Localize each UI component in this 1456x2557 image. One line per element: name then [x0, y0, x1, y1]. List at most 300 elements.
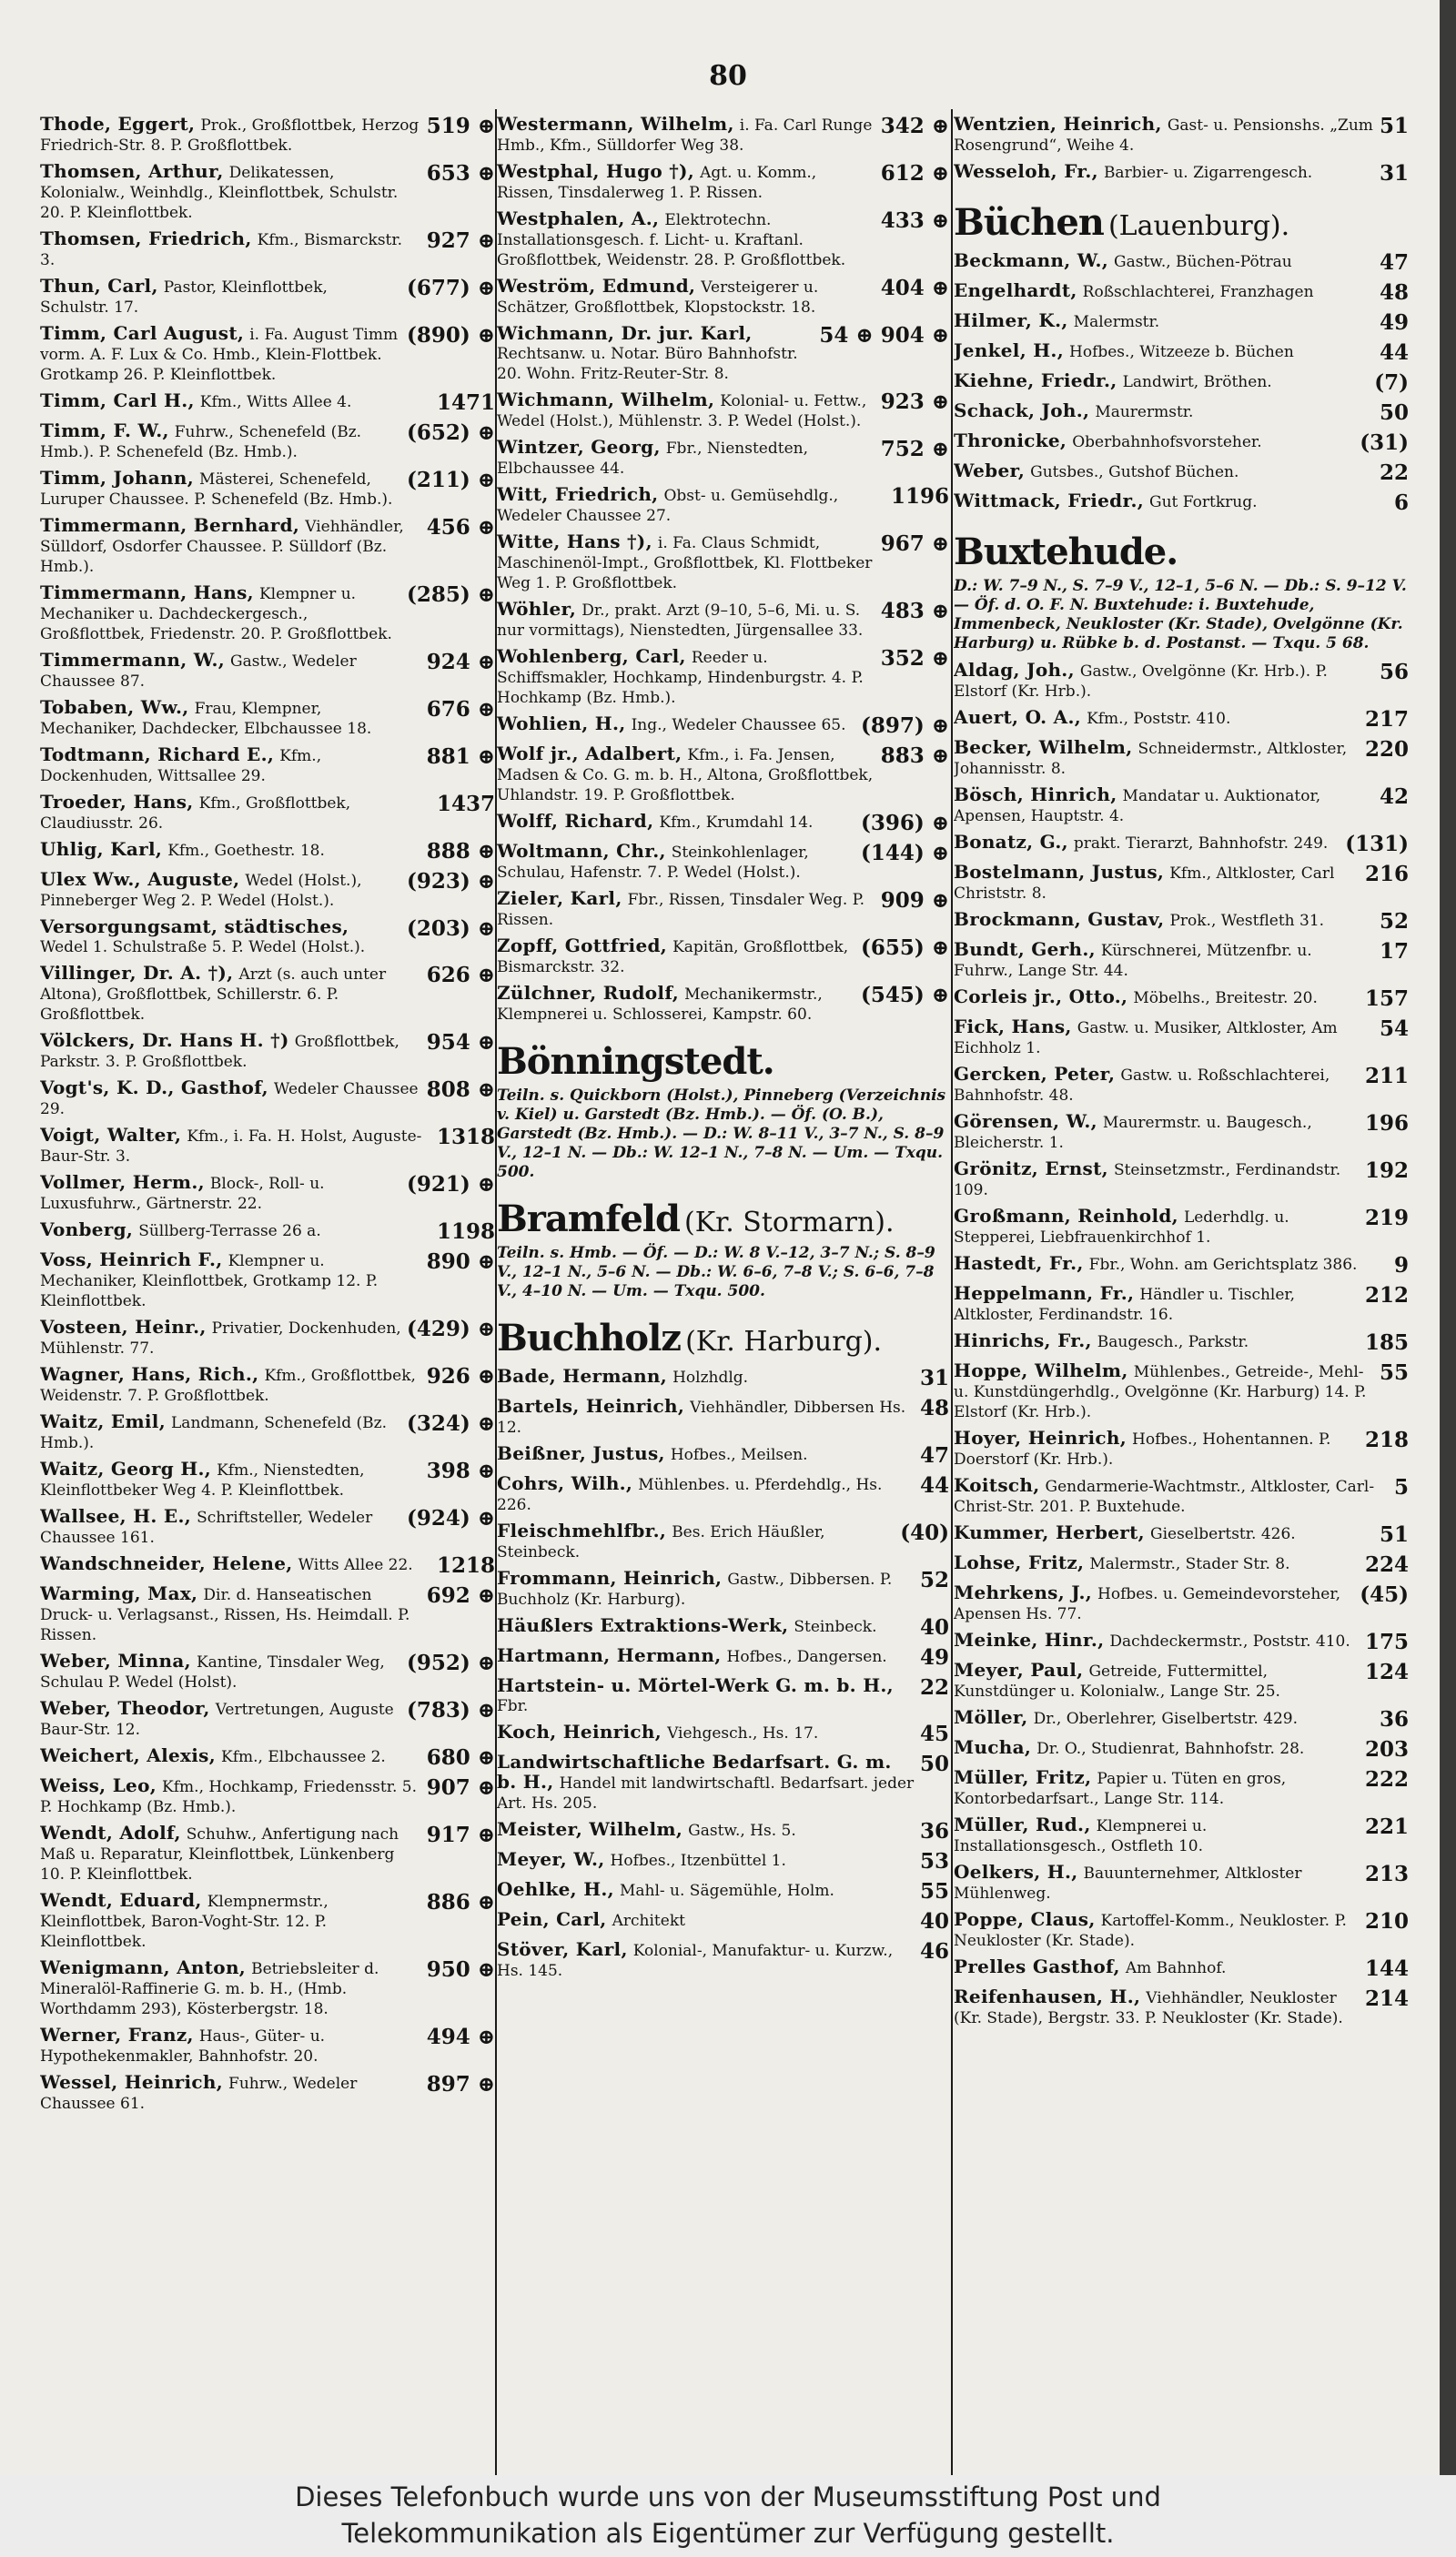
- directory-entry: [497, 209, 949, 270]
- phone-number: 433 ⊕: [880, 208, 949, 233]
- phone-number: 219: [1364, 1206, 1409, 1230]
- subscriber-name: Werner, Franz,: [40, 2024, 194, 2046]
- phone-number: (211) ⊕: [406, 468, 495, 492]
- directory-entry: [497, 1569, 949, 1610]
- phone-number: 1471: [436, 390, 495, 415]
- directory-entry: [497, 1940, 949, 1981]
- subscriber-name: Hartmann, Hermann,: [497, 1644, 722, 1666]
- directory-entry: [954, 1112, 1409, 1153]
- subscriber-name: Versorgungsamt, städtisches,: [40, 915, 349, 937]
- phone-number: 44: [919, 1473, 949, 1498]
- directory-entry: [497, 1910, 949, 1934]
- directory-entry: [40, 1078, 495, 1119]
- subscriber-name: Stöver, Karl,: [497, 1938, 628, 1960]
- subscriber-name: Beckmann, W.,: [954, 249, 1108, 271]
- directory-entry: [40, 1584, 495, 1645]
- subscriber-details: Rechtsanw. u. Notar. Büro Bahnhofstr. 20. Wohn. Fritz-Reuter-Str. 8.: [497, 345, 798, 383]
- subscriber-name: Hartstein- u. Mörtel-Werk G. m. b. H.,: [497, 1674, 894, 1696]
- subscriber-details: Maurermstr.: [1095, 403, 1194, 421]
- subscriber-name: Meyer, W.,: [497, 1848, 605, 1870]
- footer-notice: [0, 2475, 1456, 2557]
- town-district: (Lauenburg).: [1107, 210, 1290, 242]
- subscriber-details: Gutsbes., Gutshof Büchen.: [1030, 463, 1239, 481]
- subscriber-name: Meister, Wilhelm,: [497, 1818, 683, 1840]
- directory-entry: [954, 1476, 1409, 1517]
- subscriber-name: Thronicke,: [954, 430, 1067, 451]
- phone-number: 886 ⊕: [426, 1890, 495, 1915]
- subscriber-details: Kfm., i. Fa. Jensen, Madsen & Co. G. m. b. H., Altona, Großflottbek, Uhlandstr. 19. P. Großflottbek.: [497, 746, 874, 804]
- subscriber-name: Wichmann, Dr. jur. Karl,: [497, 322, 753, 344]
- footer-line-2: Telekommunikation als Eigentümer zur Verfügung gestellt.: [341, 2518, 1115, 2549]
- subscriber-name: Weichert, Alexis,: [40, 1744, 216, 1766]
- subscriber-name: Woltmann, Chr.,: [497, 840, 666, 862]
- subscriber-name: Frommann, Heinrich,: [497, 1567, 723, 1589]
- subscriber-details: Barbier- u. Zigarrengesch.: [1103, 164, 1313, 182]
- subscriber-details: Hofbes., Itzenbüttel 1.: [610, 1852, 786, 1870]
- subscriber-details: Gastw., Ovelgönne (Kr. Hrb.). P. Elstorf (Kr. Hrb.).: [954, 662, 1328, 701]
- subscriber-name: Ulex Ww., Auguste,: [40, 868, 240, 890]
- directory-entry: [40, 1824, 495, 1885]
- phone-number: 909 ⊕: [880, 888, 949, 913]
- phone-number: (324) ⊕: [406, 1411, 495, 1436]
- town-heading: [954, 201, 1409, 244]
- subscriber-name: Meinke, Hinr.,: [954, 1629, 1105, 1651]
- phone-number: 175: [1364, 1630, 1409, 1654]
- subscriber-name: Lohse, Fritz,: [954, 1551, 1085, 1573]
- phone-number: (545) ⊕: [860, 983, 949, 1007]
- subscriber-name: Brockmann, Gustav,: [954, 908, 1165, 930]
- phone-number: 692 ⊕: [426, 1583, 495, 1608]
- subscriber-details: Kolonial-, Manufaktur- u. Kurzw., Hs. 145.: [497, 1942, 894, 1980]
- subscriber-name: Prelles Gasthof,: [954, 1956, 1120, 1977]
- subscriber-details: Kfm., Großflottbek, Weidenstr. 7. P. Großflottbek.: [40, 1367, 416, 1405]
- subscriber-details: Dr., prakt. Arzt (9–10, 5–6, Mi. u. S. nur vormittags), Nienstedten, Jürgensallee 33.: [497, 601, 864, 640]
- subscriber-details: Schuhw., Anfertigung nach Maß u. Reparatur, Kleinflottbek, Lünkenberg 10. P. Kleinflottbek.: [40, 1825, 399, 1884]
- phone-number: (677) ⊕: [406, 276, 495, 300]
- subscriber-name: Müller, Rud.,: [954, 1814, 1091, 1835]
- directory-entry: [40, 1365, 495, 1406]
- phone-number: 9: [1393, 1253, 1409, 1278]
- subscriber-name: Bade, Hermann,: [497, 1365, 668, 1387]
- subscriber-name: Voss, Heinrich F.,: [40, 1248, 223, 1270]
- phone-number: (952) ⊕: [406, 1651, 495, 1675]
- directory-entry: [497, 1676, 949, 1716]
- subscriber-details: Kfm., Poststr. 410.: [1087, 710, 1231, 728]
- subscriber-details: Kfm., Großflottbek, Claudiusstr. 26.: [40, 794, 351, 833]
- directory-entry: [954, 863, 1409, 904]
- phone-number: (890) ⊕: [406, 323, 495, 348]
- subscriber-details: Fbr., Rissen, Tinsdaler Weg. P. Rissen.: [497, 891, 865, 929]
- directory-column-1: [40, 115, 495, 2471]
- directory-entry: [954, 1957, 1409, 1981]
- subscriber-details: Kfm., i. Fa. H. Holst, Auguste-Baur-Str. 3.: [40, 1127, 422, 1166]
- town-name: Buchholz: [497, 1317, 681, 1359]
- directory-entry: [40, 583, 495, 644]
- directory-entry: [954, 1284, 1409, 1325]
- phone-number: 917 ⊕: [426, 1823, 495, 1847]
- directory-entry: [497, 984, 949, 1025]
- subscriber-details: Kfm., Bismarckstr. 3.: [40, 231, 403, 269]
- directory-entry: [40, 917, 495, 957]
- directory-entry: [40, 1318, 495, 1359]
- phone-number: 52: [919, 1568, 949, 1592]
- subscriber-name: Wittmack, Friedr.,: [954, 490, 1144, 511]
- subscriber-details: Mandatar u. Auktionator, Apensen, Hauptstr. 4.: [954, 787, 1321, 825]
- directory-entry: [954, 1768, 1409, 1809]
- phone-number: (655) ⊕: [860, 935, 949, 960]
- subscriber-name: Mucha,: [954, 1736, 1032, 1758]
- directory-entry: [954, 341, 1409, 365]
- subscriber-details: Steinkohlenlager, Schulau, Hafenstr. 7. P. Wedel (Holst.).: [497, 844, 809, 882]
- subscriber-details: Papier u. Tüten en gros, Kontorbedarfsart., Lange Str. 114.: [954, 1770, 1287, 1808]
- phone-number: 224: [1364, 1552, 1409, 1577]
- directory-entry: [40, 2073, 495, 2114]
- town-name: Bönningstedt.: [497, 1040, 774, 1083]
- directory-entry: [954, 1553, 1409, 1577]
- town-service-info: D.: W. 7–9 N., S. 7–9 V., 12–1, 5–6 N. — Db.: S. 9–12 V. — Öf. d. O. F. N. Buxtehude: i. Buxtehude, Immenbeck, Neukloster (Kr. Stade), Ovelgönne (Kr. Harburg) u. Rübke b. d. Postanst. — Txqu. 5 68.: [954, 577, 1407, 652]
- directory-entry: [497, 324, 949, 384]
- directory-entry: [497, 1444, 949, 1468]
- town-service-info: Teiln. s. Hmb. — Öf. — D.: W. 8 V.–12, 3–7 N.; S. 8–9 V., 12–1 N., 5–6 N. — Db.: W. 6–6, 7–8 V.; S. 6–6, 7–8 V., 4–10 N. — Um. — Txqu. 500.: [497, 1244, 935, 1300]
- phone-number: 494 ⊕: [426, 2025, 495, 2049]
- phone-number: 212: [1364, 1283, 1409, 1308]
- phone-number: 46: [919, 1939, 949, 1964]
- phone-number: 907 ⊕: [426, 1775, 495, 1800]
- phone-number: 40: [919, 1909, 949, 1934]
- subscriber-name: Westermann, Wilhelm,: [497, 115, 734, 135]
- directory-entry: [954, 1631, 1409, 1654]
- subscriber-name: Beißner, Justus,: [497, 1442, 665, 1464]
- subscriber-name: Timmermann, Hans,: [40, 581, 254, 603]
- directory-entry: [497, 1646, 949, 1670]
- subscriber-details: Kantine, Tinsdaler Weg, Schulau P. Wedel (Holst).: [40, 1653, 385, 1692]
- subscriber-details: Mühlenbes. u. Pferdehdlg., Hs. 226.: [497, 1476, 883, 1514]
- phone-number: 924 ⊕: [426, 650, 495, 674]
- subscriber-details: Kürschnerei, Mützenfbr. u. Fuhrw., Lange Str. 44.: [954, 942, 1312, 980]
- subscriber-details: Wedel 1. Schulstraße 5. P. Wedel (Holst.).: [40, 938, 366, 956]
- directory-entry: [40, 698, 495, 739]
- directory-entry: [40, 1460, 495, 1501]
- phone-number: 680 ⊕: [426, 1745, 495, 1770]
- phone-number: 1318: [436, 1125, 495, 1149]
- directory-entry: [40, 1507, 495, 1548]
- directory-entry: [40, 870, 495, 911]
- subscriber-details: i. Fa. August Timm vorm. A. F. Lux & Co. Hmb., Klein-Flottbek. Grotkamp 26. P. Kleinflottbek.: [40, 326, 399, 384]
- directory-entry: [40, 1746, 495, 1770]
- directory-entry: [497, 714, 949, 738]
- subscriber-name: Weström, Edmund,: [497, 275, 696, 297]
- subscriber-details: Großflottbek, Parkstr. 3. P. Großflottbek.: [40, 1033, 399, 1071]
- phone-number: 342 ⊕: [880, 115, 949, 138]
- directory-entry: [954, 491, 1409, 515]
- subscriber-details: Kolonial- u. Fettw., Wedel (Holst.), Mühlenstr. 3. P. Wedel (Holst.).: [497, 392, 867, 430]
- directory-entry: [497, 485, 949, 526]
- phone-number: 50: [919, 1752, 949, 1776]
- subscriber-name: Kiehne, Friedr.,: [954, 369, 1117, 391]
- subscriber-details: Dr. O., Studienrat, Bahnhofstr. 28.: [1036, 1740, 1305, 1758]
- phone-number: (921) ⊕: [406, 1172, 495, 1197]
- directory-entry: [40, 1220, 495, 1244]
- subscriber-name: Thode, Eggert,: [40, 115, 196, 135]
- subscriber-details: Haus-, Güter- u. Hypothekenmakler, Bahnhofstr. 20.: [40, 2027, 326, 2066]
- phone-number: 36: [919, 1819, 949, 1844]
- subscriber-name: Warming, Max,: [40, 1582, 198, 1604]
- subscriber-name: Timmermann, W.,: [40, 649, 225, 671]
- directory-entry: [954, 401, 1409, 425]
- subscriber-name: Weber, Theodor,: [40, 1697, 210, 1719]
- directory-entry: [40, 1958, 495, 2019]
- subscriber-details: Gastw., Dibbersen. P. Buchholz (Kr. Harburg).: [497, 1571, 893, 1609]
- subscriber-name: Meyer, Paul,: [954, 1659, 1084, 1681]
- directory-entry: [954, 1987, 1409, 2028]
- phone-number: 40: [919, 1615, 949, 1640]
- phone-number: 53: [919, 1849, 949, 1874]
- directory-entry: [497, 1616, 949, 1640]
- directory-column-2: [497, 115, 949, 2471]
- subscriber-name: Uhlig, Karl,: [40, 838, 163, 860]
- directory-entry: [40, 1652, 495, 1693]
- directory-entry: [497, 1820, 949, 1844]
- subscriber-details: Süllberg-Terrasse 26 a.: [138, 1222, 321, 1240]
- phone-number: 203: [1364, 1737, 1409, 1762]
- phone-number: 55: [1379, 1360, 1409, 1385]
- subscriber-details: Fuhrw., Schenefeld (Bz. Hmb.). P. Schenefeld (Bz. Hmb.).: [40, 423, 362, 461]
- subscriber-name: Großmann, Reinhold,: [954, 1205, 1178, 1227]
- subscriber-details: Bauunternehmer, Altkloster Mühlenweg.: [954, 1865, 1302, 1903]
- town-heading: [497, 1198, 949, 1301]
- subscriber-details: Mahl- u. Sägemühle, Holm.: [619, 1882, 834, 1900]
- subscriber-name: Thun, Carl,: [40, 275, 158, 297]
- subscriber-name: Aldag, Joh.,: [954, 659, 1075, 681]
- subscriber-details: Kapitän, Großflottbek, Bismarckstr. 32.: [497, 938, 849, 976]
- phone-number: 47: [919, 1443, 949, 1468]
- subscriber-name: Wentzien, Heinrich,: [954, 115, 1162, 135]
- directory-entry: [497, 1753, 949, 1814]
- subscriber-name: Thomsen, Arthur,: [40, 160, 224, 182]
- subscriber-details: Oberbahnhofsvorsteher.: [1072, 433, 1262, 451]
- directory-entry: [497, 842, 949, 883]
- phone-number: 144: [1364, 1956, 1409, 1981]
- phone-number: 36: [1379, 1707, 1409, 1732]
- subscriber-name: Thomsen, Friedrich,: [40, 227, 252, 249]
- subscriber-name: Wolff, Richard,: [497, 810, 654, 832]
- phone-number: 210: [1364, 1909, 1409, 1934]
- subscriber-details: Witts Allee 22.: [298, 1556, 413, 1574]
- subscriber-details: Gastw., Wedeler Chaussee 87.: [40, 652, 357, 691]
- subscriber-name: Wichmann, Wilhelm,: [497, 389, 715, 410]
- subscriber-details: Dachdeckermstr., Poststr. 410.: [1109, 1632, 1350, 1651]
- phone-number: 31: [919, 1366, 949, 1390]
- subscriber-details: Bes. Erich Häußler, Steinbeck.: [497, 1523, 825, 1561]
- subscriber-details: Architekt: [612, 1912, 685, 1930]
- phone-number: 398 ⊕: [426, 1459, 495, 1483]
- phone-number: (652) ⊕: [406, 420, 495, 445]
- phone-number: 216: [1364, 862, 1409, 886]
- directory-entry: [954, 1815, 1409, 1856]
- subscriber-name: Witte, Hans †),: [497, 531, 652, 552]
- phone-number: (924) ⊕: [406, 1506, 495, 1531]
- directory-entry: [40, 1126, 495, 1167]
- subscriber-name: Bösch, Hinrich,: [954, 783, 1117, 805]
- phone-number: 967 ⊕: [880, 531, 949, 556]
- subscriber-details: Kfm., Witts Allee 4.: [199, 393, 352, 411]
- directory-entry: [497, 1850, 949, 1874]
- phone-number: 6: [1393, 490, 1409, 515]
- subscriber-name: Bundt, Gerh.,: [954, 938, 1096, 960]
- directory-entry: [40, 745, 495, 786]
- directory-entry: [954, 1910, 1409, 1951]
- phone-number: (783) ⊕: [406, 1698, 495, 1723]
- subscriber-details: Viehhändler, Dibbersen Hs. 12.: [497, 1399, 906, 1437]
- subscriber-details: Getreide, Futtermittel, Kunstdünger u. Kolonialw., Lange Str. 25.: [954, 1663, 1280, 1701]
- directory-entry: [497, 115, 949, 156]
- phone-number: 185: [1364, 1330, 1409, 1355]
- subscriber-name: Heppelmann, Fr.,: [954, 1282, 1135, 1304]
- subscriber-details: Am Bahnhof.: [1125, 1959, 1227, 1977]
- directory-entry: [954, 1661, 1409, 1702]
- subscriber-name: Völckers, Dr. Hans H. †): [40, 1029, 289, 1051]
- directory-entry: [40, 840, 495, 864]
- subscriber-details: i. Fa. Claus Schmidt, Maschinenöl-Impt., Großflottbek, Kl. Flottbeker Weg 1. P. Großflottbek.: [497, 534, 873, 592]
- directory-entry: [954, 1738, 1409, 1762]
- directory-entry: [954, 1361, 1409, 1422]
- directory-entry: [954, 708, 1409, 732]
- subscriber-details: Kfm., Dockenhuden, Wittsallee 29.: [40, 747, 322, 785]
- subscriber-details: Handel mit landwirtschaftl. Bedarfsart. jeder Art. Hs. 205.: [497, 1774, 915, 1813]
- subscriber-name: Möller,: [954, 1706, 1028, 1728]
- subscriber-details: Wedel (Holst.), Pinneberger Weg 2. P. Wedel (Holst.).: [40, 872, 362, 910]
- directory-entry: [40, 1554, 495, 1578]
- directory-entry: [954, 1523, 1409, 1547]
- subscriber-details: Klempnermstr., Kleinflottbek, Baron-Voght-Str. 12. P. Kleinflottbek.: [40, 1893, 329, 1951]
- phone-number: 48: [919, 1396, 949, 1420]
- subscriber-name: Westphal, Hugo †),: [497, 160, 695, 182]
- phone-number: 926 ⊕: [426, 1364, 495, 1389]
- directory-entry: [954, 1583, 1409, 1624]
- subscriber-name: Timm, Carl H.,: [40, 389, 195, 411]
- directory-entry: [497, 532, 949, 593]
- subscriber-name: Wendt, Eduard,: [40, 1889, 202, 1911]
- subscriber-details: Block-, Roll- u. Luxusfuhrw., Gärtnerstr. 22.: [40, 1175, 325, 1213]
- directory-entry: [954, 1159, 1409, 1200]
- subscriber-name: Wendt, Adolf,: [40, 1822, 181, 1844]
- subscriber-details: Gastw., Hs. 5.: [688, 1822, 796, 1840]
- directory-entry: [497, 1521, 949, 1562]
- directory-entry: [497, 1474, 949, 1515]
- subscriber-details: Prok., Großflottbek, Herzog Friedrich-Str. 8. P. Großflottbek.: [40, 116, 420, 155]
- subscriber-details: Mühlenbes., Getreide-, Mehl- u. Kunstdüngerhdlg., Ovelgönne (Kr. Harburg) 14. P. Elstorf (Kr. Hrb.).: [954, 1363, 1367, 1421]
- phone-number: 22: [919, 1675, 949, 1700]
- phone-number: 1437: [436, 792, 495, 816]
- page-number: 80: [709, 60, 747, 92]
- directory-entry: [40, 651, 495, 692]
- directory-entry: [40, 1173, 495, 1214]
- subscriber-name: Wagner, Hans, Rich.,: [40, 1363, 259, 1385]
- directory-entry: [954, 1065, 1409, 1106]
- phone-number: 51: [1379, 115, 1409, 138]
- subscriber-name: Vogt's, K. D., Gasthof,: [40, 1076, 268, 1098]
- town-district: (Kr. Harburg).: [685, 1326, 883, 1358]
- directory-entry: [954, 431, 1409, 455]
- directory-column-3: [954, 115, 1409, 2471]
- subscriber-name: Koitsch,: [954, 1474, 1040, 1496]
- directory-entry: [40, 469, 495, 510]
- subscriber-details: Gendarmerie-Wachtmstr., Altkloster, Carl-Christ-Str. 201. P. Buxtehude.: [954, 1478, 1375, 1516]
- directory-entry: [497, 438, 949, 479]
- phone-number: (897) ⊕: [860, 713, 949, 738]
- subscriber-details: Gastw. u. Musiker, Altkloster, Am Eichholz 1.: [954, 1019, 1338, 1057]
- subscriber-details: Maurermstr. u. Baugesch., Bleicherstr. 1.: [954, 1114, 1312, 1152]
- subscriber-name: Wallsee, H. E.,: [40, 1505, 192, 1527]
- town-heading: [497, 1317, 949, 1359]
- page-edge: [1440, 0, 1456, 2475]
- subscriber-details: Hofbes., Dangersen.: [726, 1648, 887, 1666]
- subscriber-details: Kfm., Altkloster, Carl Christstr. 8.: [954, 864, 1335, 903]
- directory-entry: [40, 162, 495, 223]
- subscriber-name: Wolf jr., Adalbert,: [497, 743, 682, 764]
- subscriber-name: Weber,: [954, 460, 1026, 481]
- subscriber-name: Kummer, Herbert,: [954, 1521, 1145, 1543]
- phone-number: 954 ⊕: [426, 1030, 495, 1055]
- subscriber-details: Kfm., Krumdahl 14.: [659, 814, 814, 832]
- subscriber-details: Pastor, Kleinflottbek, Schulstr. 17.: [40, 278, 328, 317]
- phone-number: 157: [1364, 986, 1409, 1011]
- subscriber-details: Dr., Oberlehrer, Giselbertstr. 429.: [1033, 1710, 1299, 1728]
- phone-number: 31: [1379, 161, 1409, 186]
- subscriber-details: Kfm., Goethestr. 18.: [167, 842, 325, 860]
- subscriber-name: Pein, Carl,: [497, 1908, 607, 1930]
- directory-entry: [40, 391, 495, 415]
- directory-entry: [40, 516, 495, 577]
- subscriber-details: Klempnerei u. Installationsgesch., Ostfleth 10.: [954, 1817, 1208, 1855]
- subscriber-name: Gercken, Peter,: [954, 1063, 1116, 1085]
- subscriber-name: Bonatz, G.,: [954, 831, 1068, 853]
- subscriber-details: Gastw. u. Roßschlachterei, Bahnhofstr. 48.: [954, 1066, 1330, 1105]
- subscriber-name: Zopff, Gottfried,: [497, 935, 668, 956]
- phone-number: 883 ⊕: [880, 743, 949, 768]
- subscriber-name: Corleis jr., Otto.,: [954, 985, 1128, 1007]
- phone-number: 1218: [436, 1553, 495, 1578]
- phone-number: 48: [1379, 280, 1409, 305]
- subscriber-details: Fbr.: [497, 1697, 529, 1715]
- subscriber-details: Reeder u. Schiffsmakler, Hochkamp, Hindenburgstr. 4. P. Hochkamp (Bz. Hmb.).: [497, 649, 864, 707]
- directory-entry: [954, 251, 1409, 275]
- subscriber-details: Mechanikermstr., Klempnerei u. Schlosserei, Kampstr. 60.: [497, 985, 823, 1024]
- directory-entry: [497, 647, 949, 708]
- directory-entry: [40, 421, 495, 462]
- phone-number: 888 ⊕: [426, 839, 495, 864]
- phone-number: 17: [1379, 939, 1409, 964]
- subscriber-details: Kartoffel-Komm., Neukloster. P. Neukloster (Kr. Stade).: [954, 1912, 1347, 1950]
- subscriber-name: Hoppe, Wilhelm,: [954, 1359, 1128, 1381]
- subscriber-details: Händler u. Tischler, Altkloster, Ferdinandstr. 16.: [954, 1286, 1296, 1324]
- subscriber-name: Waitz, Georg H.,: [40, 1458, 212, 1480]
- subscriber-name: Weber, Minna,: [40, 1650, 191, 1672]
- subscriber-details: Elektrotechn. Installationsgesch. f. Licht- u. Kraftanl. Großflottbek, Weidenstr. 28. P. Großflottbek.: [497, 211, 846, 269]
- phone-number: (923) ⊕: [406, 869, 495, 894]
- subscriber-name: Troeder, Hans,: [40, 791, 194, 813]
- subscriber-name: Westphalen, A.,: [497, 207, 660, 229]
- subscriber-details: Delikatessen, Kolonialw., Weinhdlg., Kleinflottbek, Schulstr. 20. P. Kleinflottbek.: [40, 164, 399, 222]
- directory-entry: [954, 940, 1409, 981]
- directory-entry: [497, 1397, 949, 1438]
- subscriber-details: Möbelhs., Breitestr. 20.: [1133, 989, 1318, 1007]
- phone-number: 124: [1364, 1660, 1409, 1684]
- directory-entry: [497, 162, 949, 203]
- subscriber-details: Hofbes., Meilsen.: [670, 1446, 808, 1464]
- subscriber-details: Ing., Wedeler Chaussee 65.: [631, 716, 846, 734]
- phone-number: (131): [1345, 832, 1409, 856]
